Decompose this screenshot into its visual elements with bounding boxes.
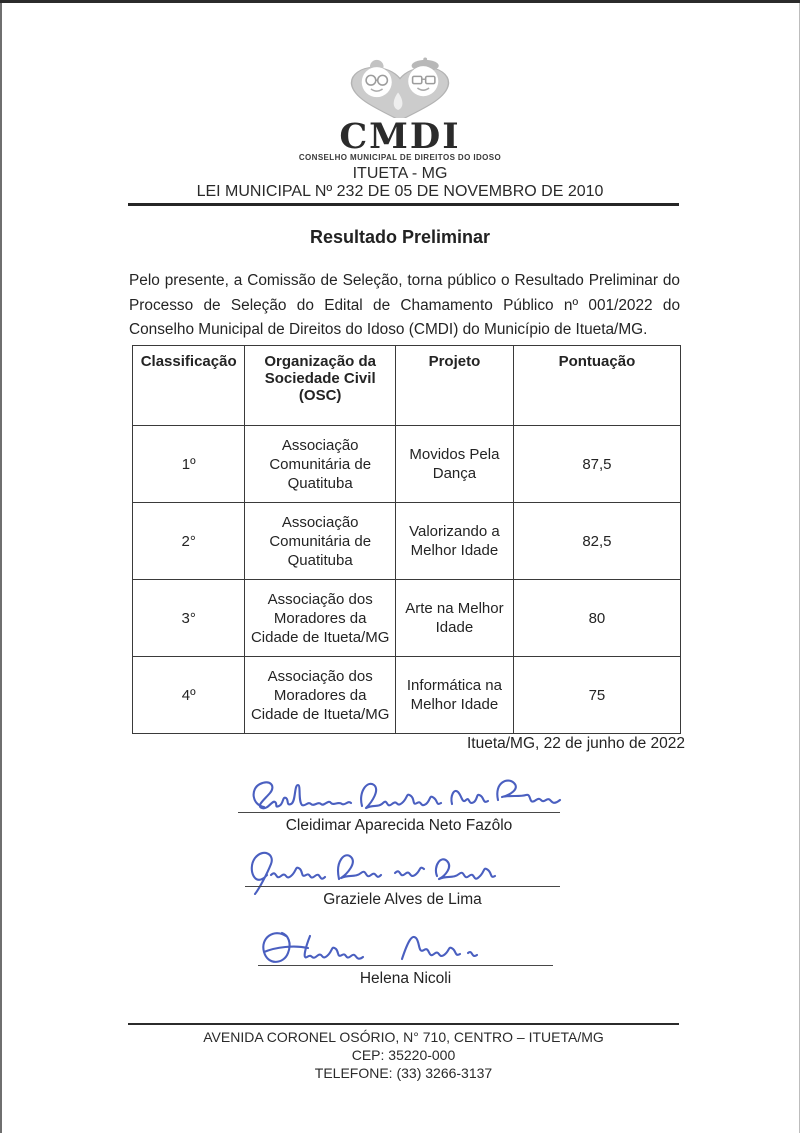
cell-project: Valorizando a Melhor Idade [396, 503, 514, 580]
cell-score: 87,5 [513, 426, 680, 503]
signature-ink-helena [252, 926, 552, 970]
signature-line [258, 965, 553, 966]
col-header-osc: Organização da Sociedade Civil (OSC) [245, 346, 396, 426]
cell-project: Movidos Pela Dança [396, 426, 514, 503]
logo-caption: CONSELHO MUNICIPAL DE DIREITOS DO IDOSO [298, 153, 502, 162]
cell-osc: Associação dos Moradores da Cidade de Itueta/MG [245, 580, 396, 657]
cell-rank: 4º [133, 657, 245, 734]
cell-project: Informática na Melhor Idade [396, 657, 514, 734]
results-table [132, 345, 681, 734]
cell-rank: 2° [133, 503, 245, 580]
cell-rank: 1º [133, 426, 245, 503]
footer-phone: TELEFONE: (33) 3266-3137 [314, 1065, 493, 1081]
cell-project: Arte na Melhor Idade [396, 580, 514, 657]
footer-address: AVENIDA CORONEL OSÓRIO, N° 710, CENTRO – ITUETA/MG [203, 1029, 604, 1045]
signature-ink-graziele [245, 849, 545, 895]
cell-rank: 3° [133, 580, 245, 657]
document-title: Resultado Preliminar [309, 227, 491, 247]
logo-acronym: CMDI [339, 116, 461, 157]
signature-line [238, 812, 560, 813]
col-header-projeto: Projeto [396, 346, 514, 426]
table-row [133, 580, 681, 657]
cell-osc: Associação Comunitária de Quatituba [245, 503, 396, 580]
footer-cep: CEP: 35220-000 [351, 1047, 456, 1063]
header-law: LEI MUNICIPAL Nº 232 DE 05 DE NOVEMBRO DE 2010 [196, 183, 604, 200]
header-city: ITUETA - MG [352, 165, 448, 182]
col-header-classificacao: Classificação [133, 346, 245, 426]
signature-name: Cleidimar Aparecida Neto Fazôlo [285, 817, 513, 834]
dateline: Itueta/MG, 22 de junho de 2022 [466, 735, 685, 752]
cell-score: 82,5 [513, 503, 680, 580]
table-row [133, 426, 681, 503]
table-row [133, 657, 681, 734]
intro-paragraph: Pelo presente, a Comissão de Seleção, torna público o Resultado Preliminar do Processo de Seleção do Edital de Chamamento Público nº 001/2022 do Conselho Municipal de Direitos do Idoso (CMDI) do Município de Itueta/MG. [129, 272, 680, 338]
table-row [133, 503, 681, 580]
cell-osc: Associação Comunitária de Quatituba [245, 426, 396, 503]
signature-name: Helena Nicoli [359, 970, 452, 987]
cell-osc: Associação dos Moradores da Cidade de Itueta/MG [245, 657, 396, 734]
signature-name: Graziele Alves de Lima [323, 891, 482, 908]
cell-score: 75 [513, 657, 680, 734]
header-rule [128, 203, 679, 206]
col-header-pontuacao: Pontuação [513, 346, 680, 426]
signature-line [245, 886, 560, 887]
table-header-row [133, 346, 681, 426]
footer-rule [128, 1023, 679, 1025]
cell-score: 80 [513, 580, 680, 657]
elderly-couple-heart-icon [341, 56, 459, 118]
logo-block [0, 56, 800, 123]
